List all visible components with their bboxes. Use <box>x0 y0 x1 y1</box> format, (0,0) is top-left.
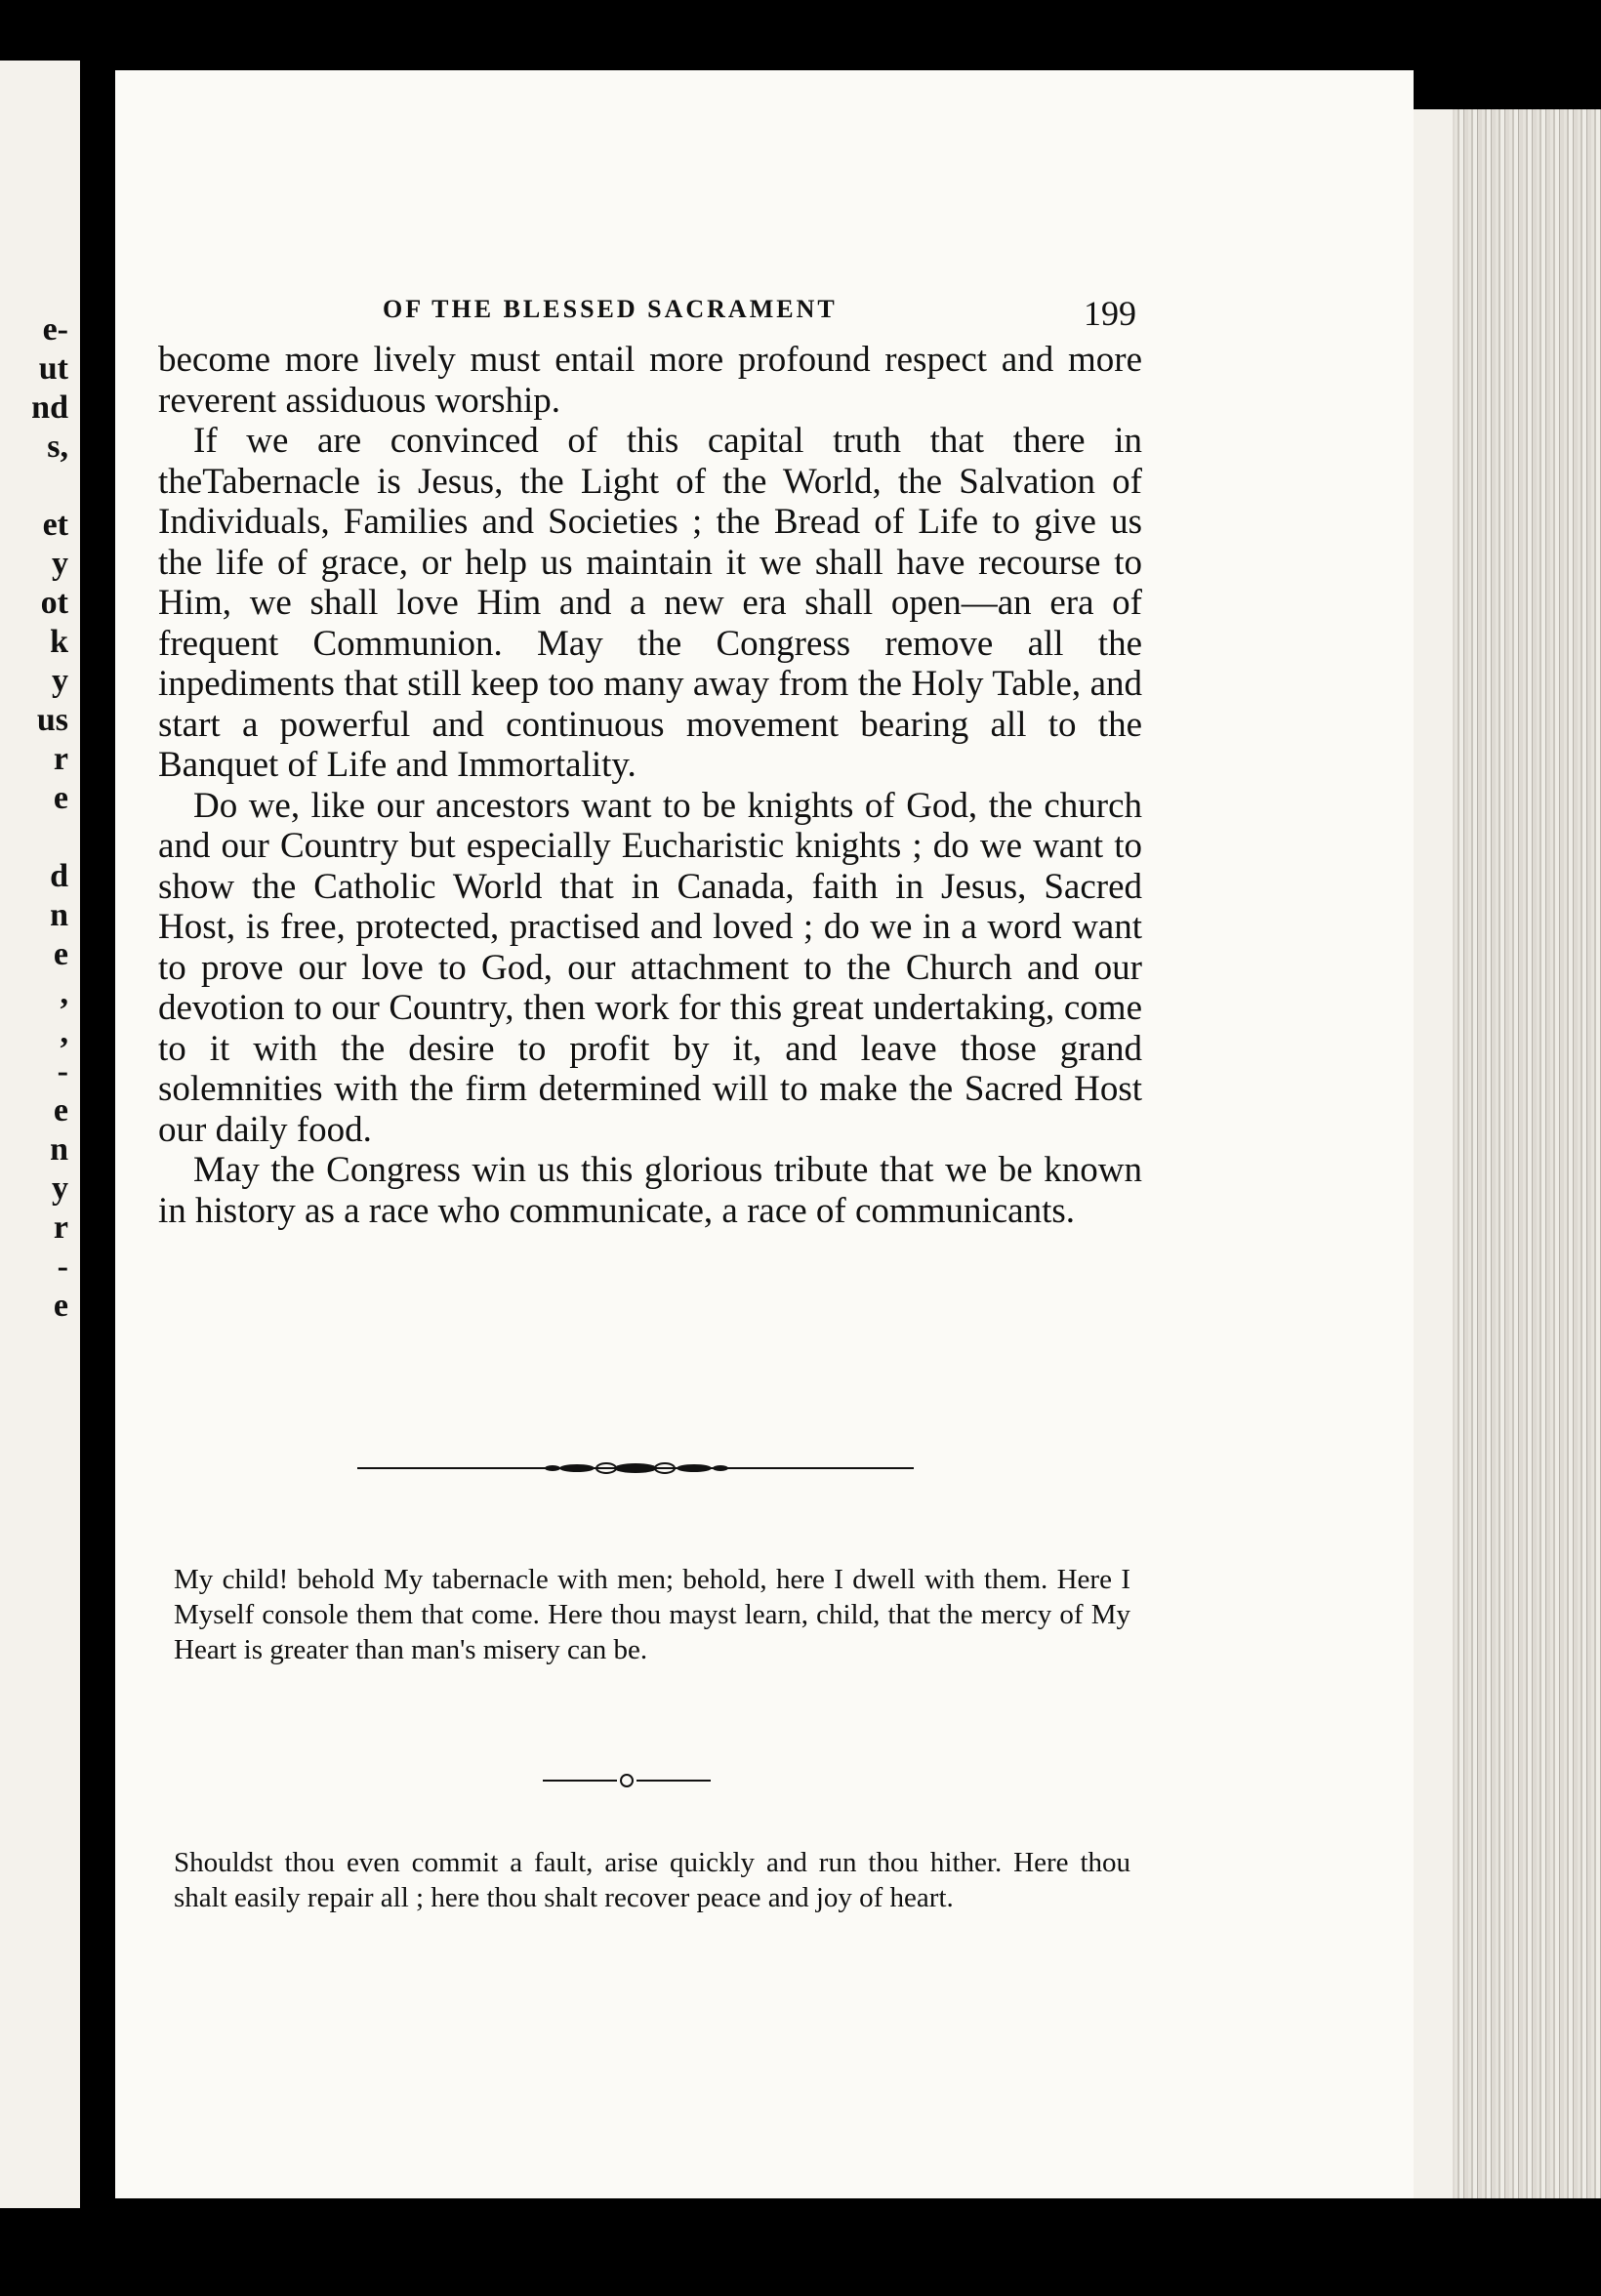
left-page-fragment: e- <box>42 311 68 348</box>
ornamental-divider <box>357 1458 914 1478</box>
left-page-fragment: , <box>60 1014 68 1050</box>
body-text <box>158 340 1142 1231</box>
left-page-fragment: e <box>53 1092 68 1128</box>
left-page-fragment: ot <box>40 585 68 621</box>
left-page-fragment <box>0 818 68 857</box>
left-page-fragment: ut <box>38 350 68 387</box>
left-page-fragment: n <box>50 897 68 933</box>
left-page-fragment: - <box>57 1053 68 1089</box>
small-divider <box>543 1769 711 1792</box>
running-head: OF THE BLESSED SACRAMENT <box>383 295 838 323</box>
quotation-text: Shouldst thou even commit a fault, arise quickly and run thou hither. Here thou shalt easily repair all ; here thou shalt recover peace and joy of heart. <box>174 1847 1130 1913</box>
left-page-fragment: y <box>52 546 68 582</box>
left-page-fragment: us <box>36 702 68 738</box>
left-page-fragment: nd <box>31 390 68 426</box>
left-page-fragment: e <box>53 936 68 972</box>
quotation <box>174 1845 1130 1915</box>
left-page-fragment: et <box>42 507 68 543</box>
paragraph: become more lively must entail more profound respect and more reverent assiduous worship. <box>158 340 1142 421</box>
left-page-fragment: y <box>52 1170 68 1207</box>
page-number: 199 <box>1084 294 1136 333</box>
left-page-fragment: s, <box>47 429 68 465</box>
left-page-fragment: k <box>50 624 68 660</box>
left-page-fragment: e <box>53 1288 68 1324</box>
left-page-fragment: r <box>53 741 68 777</box>
paragraph: If we are convinced of this capital truth that there in theTabernacle is Jesus, the Light of the World, the Salvation of Individuals, Families and Societies ; the Bread of Life to give us the life of grace, or help us maintain it we shall have recourse to Him, we shall love Him and a new era shall open—an era of frequent Communion. May the Congress remove all the inpediments that still keep too many away from the Holy Table, and start a powerful and continuous movement bearing all to the Banquet of Life and Immortality. <box>158 421 1142 785</box>
left-page-fragment: y <box>52 663 68 699</box>
paragraph: Do we, like our ancestors want to be knights of God, the church and our Country but especially Eucharistic knights ; do we want to show the Catholic World that in Canada, faith in Jesus, Sacred Host, is free, protected, practised and loved ; do we in a word want to prove our love to God, our attachment to the Church and our devotion to our Country, then work for this great undertaking, come to it with the desire to profit by it, and leave those grand solemnities with the firm determined will to make the Sacred Host our daily food. <box>158 785 1142 1150</box>
left-page-fragment: n <box>50 1131 68 1168</box>
left-page-fragment: d <box>50 858 68 894</box>
left-page-fragment: - <box>57 1249 68 1285</box>
paragraph: May the Congress win us this glorious tribute that we be known in history as a race who communicate, a race of communicants. <box>158 1150 1142 1231</box>
quotation-text: My child! behold My tabernacle with men; behold, here I dwell with them. Here I Myself console them that come. Here thou mayst learn, child, that the mercy of My Heart is greater than man's misery can be. <box>174 1564 1130 1665</box>
left-page-fragment: r <box>53 1210 68 1246</box>
page-edge-margin <box>1414 109 1453 2198</box>
quotation <box>174 1562 1130 1667</box>
left-page-fragment: , <box>60 975 68 1011</box>
left-page-text-fragments <box>0 310 68 1326</box>
left-page-fragment <box>0 467 68 506</box>
left-page-fragment: e <box>53 780 68 816</box>
book-gutter <box>80 61 115 2208</box>
